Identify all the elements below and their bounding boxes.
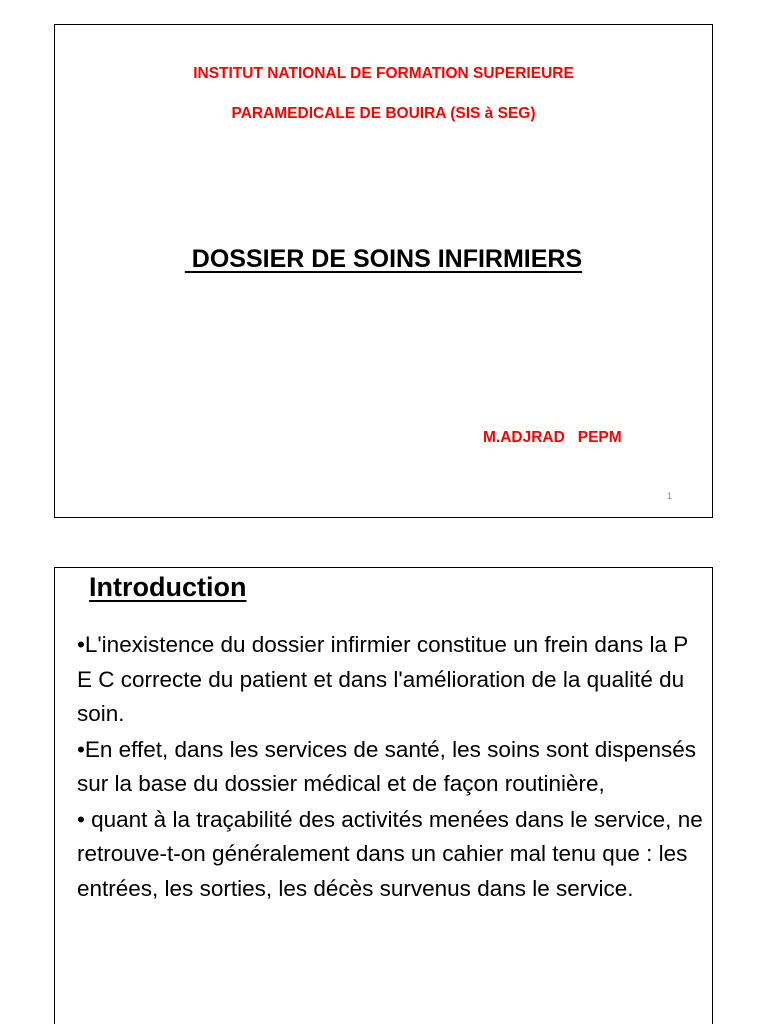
- author-name: M.ADJRAD PEPM: [483, 429, 622, 446]
- section-heading-introduction: Introduction: [89, 572, 247, 602]
- slide-page-number: 1: [666, 491, 672, 501]
- institute-name-line-2: PARAMEDICALE DE BOUIRA (SIS à SEG): [231, 105, 536, 122]
- introduction-body: [77, 628, 705, 907]
- title-slide: [54, 24, 713, 518]
- bullet-paragraph-2: •En effet, dans les services de santé, les soins sont dispensés sur la base du dossier médical et de façon routinière,: [77, 736, 697, 796]
- introduction-slide: [54, 567, 713, 1024]
- document-title: DOSSIER DE SOINS INFIRMIERS: [184, 245, 583, 273]
- bullet-paragraph-3: • quant à la traçabilité des activités menées dans le service, ne retrouve-t-on généralement dans un cahier mal tenu que : les entrées, les sorties, les décès survenus dans le service.: [77, 806, 703, 901]
- institute-name-line-1: INSTITUT NATIONAL DE FORMATION SUPERIEURE: [193, 65, 574, 82]
- bullet-paragraph-1: •L'inexistence du dossier infirmier constitue un frein dans la P E C correcte du patient et dans l'amélioration de la qualité du soin.: [77, 632, 688, 726]
